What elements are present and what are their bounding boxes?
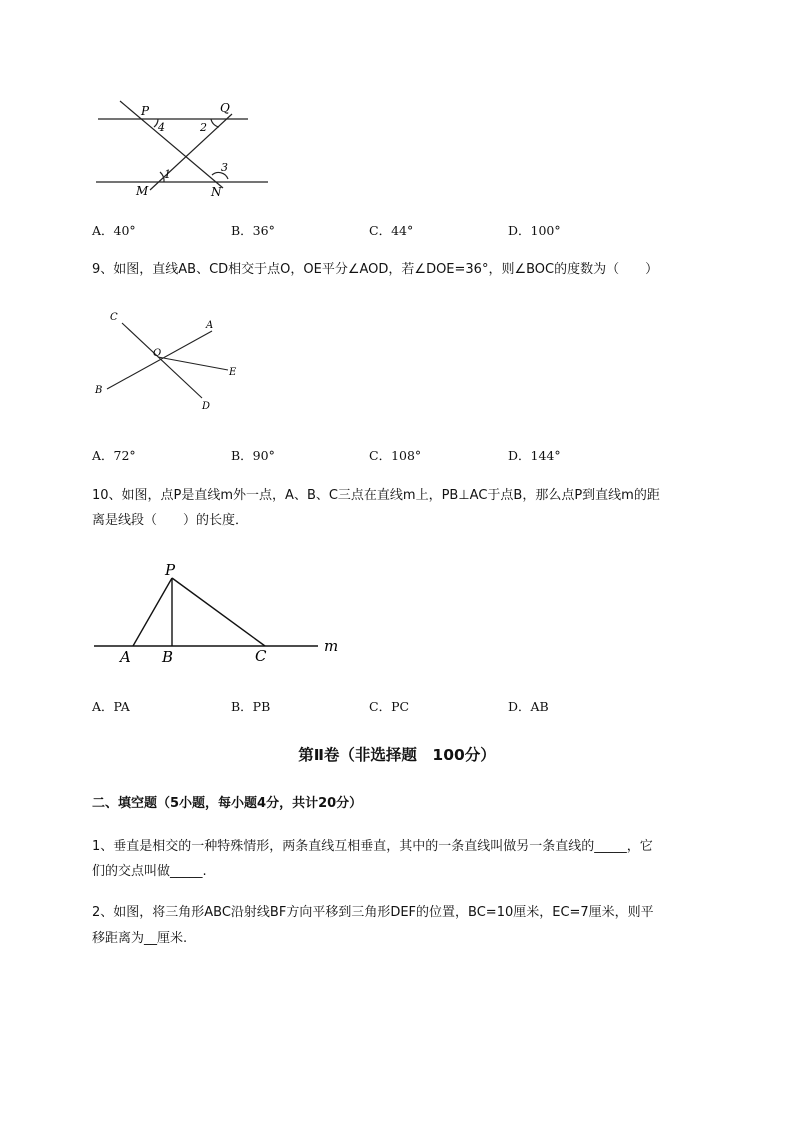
q8-option-d: D．100°	[508, 223, 561, 238]
q9-option-b: B．90°	[231, 448, 275, 463]
q9-label-o: O	[153, 348, 162, 359]
q9-stem: 9、如图，直线AB、CD相交于点O，OE平分∠AOD，若∠DOE=36°，则∠BOC的度数为（ ）	[92, 262, 659, 277]
q8-option-a: A．40°	[92, 223, 136, 238]
q8-option-b: B．36°	[231, 223, 275, 238]
q8-label-2: 2	[200, 121, 207, 134]
q9-option-d: D．144°	[508, 448, 561, 463]
q10-option-a: A．PA	[92, 699, 130, 714]
q10-segment-pa	[133, 578, 172, 646]
fill2-line1: 2、如图，将三角形ABC沿射线BF方向平移到三角形DEF的位置，BC=10厘米，EC=7厘米，则平	[92, 905, 654, 920]
q10-label-b: B	[162, 648, 174, 666]
q8-label-1: 1	[164, 168, 171, 181]
q10-stem-line2: 离是线段（ ）的长度．	[92, 513, 249, 528]
q9-option-c: C．108°	[369, 448, 422, 463]
q10-option-c: C．PC	[369, 699, 410, 714]
q9-option-a: A．72°	[92, 448, 136, 463]
q10-option-b: B．PB	[231, 699, 271, 714]
q10-label-c: C	[255, 647, 267, 665]
q8-label-q: Q	[220, 101, 230, 115]
q9-label-b: B	[95, 385, 103, 396]
q9-label-e: E	[229, 367, 237, 378]
fill2-line2: 移距离为__厘米.	[92, 931, 188, 946]
q9-label-c: C	[110, 312, 118, 323]
fill1-line1: 1、垂直是相交的一种特殊情形，两条直线互相垂直，其中的一条直线叫做另一条直线的_____，它	[92, 839, 653, 854]
part2-heading: 二、填空题（5小题，每小题4分，共计20分）	[92, 796, 363, 811]
q10-segment-pc	[172, 578, 265, 646]
q9-label-a: A	[206, 320, 214, 331]
q8-label-n: N	[211, 185, 222, 199]
fill1-line2: 们的交点叫做_____.	[92, 864, 207, 879]
q8-label-m: M	[136, 184, 149, 198]
q8-option-c: C．44°	[369, 223, 414, 238]
q8-label-3: 3	[221, 161, 228, 174]
q9-label-d: D	[202, 401, 211, 412]
q10-label-m: m	[324, 637, 339, 655]
q10-stem-line1: 10、如图，点P是直线m外一点，A、B、C三点在直线m上，PB⊥AC于点B，那么点P到直线m的距	[92, 488, 660, 503]
q10-label-p: P	[165, 561, 176, 579]
section2-title: 第Ⅱ卷（非选择题 100分）	[298, 746, 496, 764]
q8-label-4: 4	[158, 121, 165, 134]
q10-option-d: D．AB	[508, 699, 549, 714]
q10-label-a: A	[120, 648, 131, 666]
q8-label-p: P	[141, 104, 150, 118]
